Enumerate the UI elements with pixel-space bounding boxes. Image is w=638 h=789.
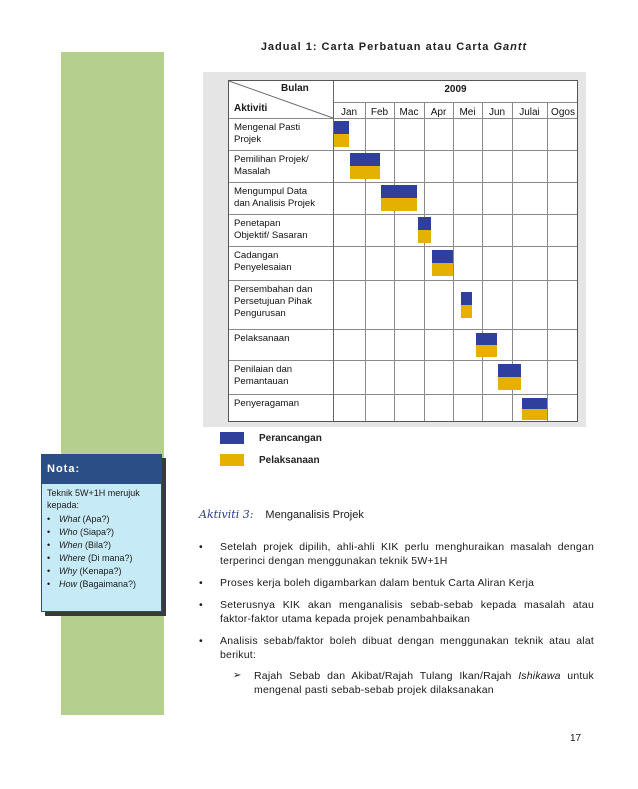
month-label: Apr (430, 107, 447, 118)
grid-row-line (229, 280, 577, 281)
nota-item-term: When (59, 540, 83, 550)
gantt-bar-perancangan (350, 153, 380, 166)
page-number: 17 (570, 733, 582, 744)
grid-row-line (229, 394, 577, 395)
gantt-bar-pelaksanaan (350, 166, 380, 179)
gantt-title-main: Jadual 1: Carta Perbatuan atau Carta (260, 41, 494, 53)
month-label: Julai (519, 107, 540, 118)
legend-swatch-perancangan (220, 432, 244, 444)
bullet-text-1: Setelah projek dipilih, ahli-ahli KIK perlu menghuraikan masalah dengan terperinci dengan menggunakan teknik 5W+1H (220, 541, 594, 567)
nota-item-term: How (59, 579, 78, 589)
gantt-bar-perancangan (432, 250, 453, 263)
month-label: Mei (459, 107, 476, 118)
nota-item-gloss: (Siapa?) (77, 527, 115, 537)
gantt-bar-pelaksanaan (522, 409, 547, 420)
month-label: Jun (488, 107, 506, 118)
gantt-bar-perancangan (498, 364, 521, 377)
sidebar-band (61, 52, 164, 715)
nota-item-gloss: (Kenapa?) (77, 566, 122, 576)
activity-label-line: Projek (234, 134, 262, 145)
sub-bullet-after: untuk mengenal pasti sebab-sebab projek dilaksanakan (254, 670, 594, 696)
grid-col-line (424, 102, 425, 421)
gantt-bar-pelaksanaan (498, 377, 521, 390)
month-label: Feb (370, 107, 389, 118)
grid-row-line (333, 102, 577, 103)
gantt-bar-perancangan (522, 398, 547, 409)
bullet-text-4: Analisis sebab/faktor boleh dibuat dengan menggunakan teknik atau alat berikut: (220, 635, 594, 661)
gantt-chart (228, 80, 578, 422)
nota-item-term: Why (59, 566, 77, 576)
activity-label (234, 364, 292, 388)
activity-label-line: Cadangan (234, 250, 279, 261)
activity-label (234, 250, 292, 274)
legend-swatch-pelaksanaan (220, 454, 244, 466)
gantt-bar-perancangan (476, 333, 497, 345)
arrow-bullet-icon: ➢ (233, 670, 242, 681)
nota-body (42, 484, 161, 591)
sub-bullet-italic: Ishikawa (518, 670, 561, 682)
legend-label-perancangan: Perancangan (259, 433, 322, 444)
nota-item (47, 552, 158, 565)
gantt-bar-perancangan (461, 292, 472, 305)
bullet-text-3: Seterusnya KIK akan menganalisis sebab-sebab kepada masalah atau faktor-faktor utama kepada projek penambahbaikan (220, 599, 594, 625)
header-aktiviti: Aktiviti (234, 103, 268, 114)
activity-label-line: Pemilihan Projek/ (234, 154, 309, 165)
sub-bullet-text (254, 669, 594, 697)
nota-item-term: Who (59, 527, 78, 537)
legend-label-pelaksanaan: Pelaksanaan (259, 455, 320, 466)
aktiviti-title: Menganalisis Projek (265, 509, 364, 521)
gantt-bar-pelaksanaan (418, 230, 432, 243)
grid-row-line (229, 150, 577, 151)
activity-label-line: Objektif/ Sasaran (234, 230, 308, 241)
gantt-bar-perancangan (334, 121, 349, 134)
grid-col-line (482, 102, 483, 421)
activity-label-line: Penilaian dan (234, 364, 293, 375)
activity-label (234, 218, 308, 242)
activity-label-line: Pemantauan (234, 376, 289, 387)
nota-item-term: Where (59, 553, 86, 563)
gantt-bar-pelaksanaan (461, 305, 472, 318)
activity-label-line: dan Analisis Projek (234, 198, 316, 209)
grid-row-line (229, 360, 577, 361)
activity-label (234, 398, 299, 410)
activity-label (234, 154, 309, 178)
sub-bullet-before: Rajah Sebab dan Akibat/Rajah Tulang Ikan/Rajah (254, 670, 519, 682)
bullet-paragraph-3 (199, 598, 594, 628)
grid-col-line (394, 102, 395, 421)
bullet-icon: • (199, 541, 203, 553)
activity-label-line: Persembahan dan (234, 284, 313, 295)
gantt-title-italic: Gantt (493, 41, 528, 53)
bullet-text-2: Proses kerja boleh digambarkan dalam bentuk Carta Aliran Kerja (220, 577, 535, 589)
month-label: Ogos (551, 107, 575, 118)
activity-label (234, 186, 315, 210)
nota-list (47, 513, 158, 591)
nota-item-term: What (59, 514, 81, 524)
gantt-bar-pelaksanaan (381, 198, 417, 211)
activity-label-line: Mengenal Pasti (234, 122, 301, 133)
nota-item (47, 513, 158, 526)
month-label: Jan (340, 107, 358, 118)
grid-col-line (453, 102, 454, 421)
grid-row-line (229, 182, 577, 183)
activity-label (234, 333, 289, 345)
aktiviti-label: Aktiviti 3: (199, 508, 254, 521)
gantt-bar-pelaksanaan (334, 134, 349, 147)
nota-item-gloss: (Bila?) (82, 540, 112, 550)
grid-col-line (365, 102, 366, 421)
activity-label-line: Penyeragaman (234, 398, 300, 409)
aktiviti-heading (199, 508, 364, 521)
bullet-paragraph-2 (199, 576, 594, 592)
sub-bullet (233, 669, 594, 699)
header-bulan: Bulan (281, 83, 309, 94)
activity-label-line: Penyelesaian (234, 262, 292, 273)
nota-item-gloss: (Apa?) (80, 514, 110, 524)
nota-header: Nota: (42, 455, 161, 484)
activity-label-line: Persetujuan Pihak (234, 296, 312, 307)
nota-item (47, 526, 158, 539)
bullet-icon: • (199, 635, 203, 647)
header-year: 2009 (444, 84, 467, 95)
gantt-bar-pelaksanaan (476, 345, 497, 357)
grid-row-line (229, 329, 577, 330)
bullet-paragraph-1 (199, 540, 594, 570)
nota-box (41, 454, 162, 612)
nota-intro: Teknik 5W+1H merujuk kepada: (47, 488, 140, 510)
bullet-paragraph-4 (199, 634, 594, 664)
nota-item (47, 565, 158, 578)
activity-label (234, 122, 300, 146)
bullet-icon: • (199, 577, 203, 589)
nota-item (47, 539, 158, 552)
activity-label-line: Penetapan (234, 218, 281, 229)
gantt-bar-perancangan (418, 217, 432, 230)
grid-row-line (229, 246, 577, 247)
gantt-bar-perancangan (381, 185, 417, 198)
gantt-title (212, 41, 576, 53)
activity-label-line: Mengumpul Data (234, 186, 308, 197)
activity-label-line: Pelaksanaan (234, 333, 290, 344)
activity-label-line: Pengurusan (234, 308, 286, 319)
grid-row-line (229, 118, 577, 119)
nota-item (47, 578, 158, 591)
nota-item-gloss: (Di mana?) (85, 553, 133, 563)
activity-label (234, 284, 312, 320)
nota-item-gloss: (Bagaimana?) (77, 579, 137, 589)
month-label: Mac (399, 107, 419, 118)
activity-label-line: Masalah (234, 166, 271, 177)
bullet-icon: • (199, 599, 203, 611)
grid-row-line (229, 214, 577, 215)
gantt-bar-pelaksanaan (432, 263, 453, 276)
grid-col-line (547, 102, 548, 421)
